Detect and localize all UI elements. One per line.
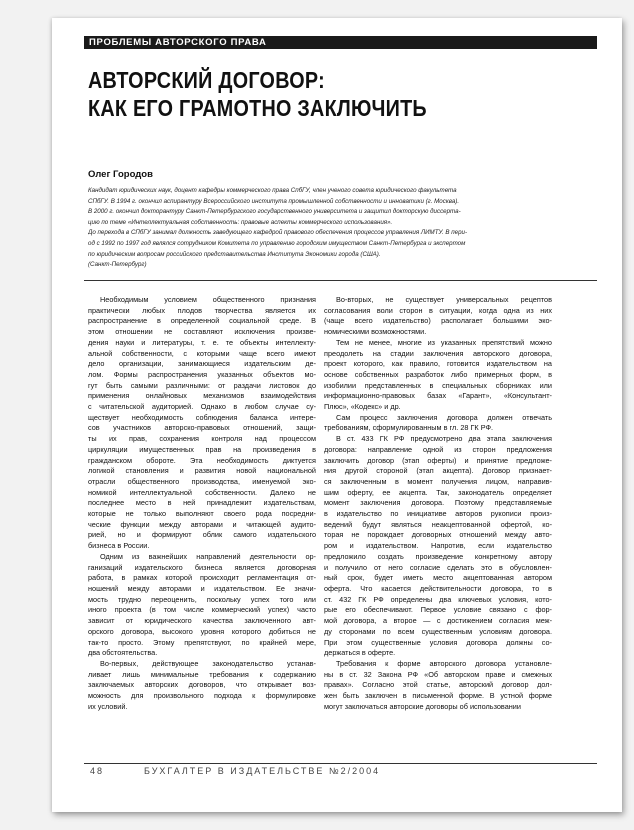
text-line: ду сторонами по всем существенным условиям договора. xyxy=(324,626,552,636)
text-line: могут заключаться авторские договоры об использовании xyxy=(324,701,521,711)
text-line: торая не порождает договорных отношений между авто- xyxy=(324,530,552,540)
text-line: этом отношении не составляют исключения произве- xyxy=(88,327,316,337)
bio-line: До перехода в СПбГУ занимал должность заведующего кафедрой правового обеспечения процессов управления ЛИМТУ. В пери- xyxy=(88,229,468,237)
text-line: заключаемых авторских договоров, что открывает воз- xyxy=(88,680,316,690)
text-line: с читательской аудиторией. Однако в любом случае су- xyxy=(88,402,316,412)
text-line: работа, в рамках которой происходит регламентация от- xyxy=(88,573,316,583)
text-line: бизнеса в России. xyxy=(88,541,150,551)
text-line: гражданском обороте. Эта необходимость диктуется xyxy=(88,455,316,465)
bio-line: СПбГУ. В 1994 г. окончил аспирантуру Всероссийского института промышленной собственности и инноватики (г. Москва). xyxy=(88,197,460,205)
text-line: информационно-правовых базах «Гарант», «Консультант- xyxy=(324,391,552,401)
text-line: сов участников авторско-правовых отношений, защи- xyxy=(88,423,316,433)
text-line: Тем не менее, многие из указанных препятствий можно xyxy=(336,337,552,347)
text-line: шим оферту, ее акцепта. Так, законодатель определяет xyxy=(324,487,552,497)
text-line: основе собственных разработок либо примерных форм, в xyxy=(324,369,552,379)
bio-line: Кандидат юридических наук, доцент кафедры коммерческого права СпбГУ, член ученого совета юридического факультета xyxy=(88,187,457,194)
text-line: применения онлайновых механизмов взаимодействия xyxy=(88,391,316,401)
text-line: их условий. xyxy=(88,701,128,711)
text-line: отрасли общественного производства, именуемой эко- xyxy=(88,476,316,486)
text-line: лом. Формы распространения указанных объектов мо- xyxy=(88,369,316,379)
text-line: распространение в определенной социальной среде. В xyxy=(88,316,316,326)
text-line: ношений между авторами и издательством. Ее значи- xyxy=(88,583,316,593)
bio-line: В 2000 г. окончил докторантуру Санкт-Петербургского государственного университета и защитил докторскую диссерта- xyxy=(88,208,461,216)
page-footer xyxy=(84,763,597,778)
text-line: ся заключенным в момент получения лицом, направив- xyxy=(324,476,552,486)
text-line: мость трудно переоценить, поскольку успех того или xyxy=(88,594,316,604)
text-line: преодолеть на стадии заключения авторского договора, xyxy=(324,348,552,358)
magazine-name: БУХГАЛТЕР В ИЗДАТЕЛЬСТВЕ xyxy=(144,766,325,776)
text-line: номическими возможностями. xyxy=(324,327,427,337)
author-bio xyxy=(88,186,593,271)
text-line: дело организации, занимающиеся издательским де- xyxy=(88,359,316,369)
text-line: договора: направление одной из сторон предложения xyxy=(324,444,552,454)
text-line: ливает лишь минимальные требования к содержанию xyxy=(88,669,316,679)
issue-number: №2/2004 xyxy=(329,766,381,776)
page-number: 48 xyxy=(90,766,105,776)
text-line: Одним из важнейших направлений деятельности ор- xyxy=(100,551,316,561)
text-line: Сам процесс заключения договора должен отвечать xyxy=(336,412,552,422)
text-line: правах». Согласно этой статье, авторский договор дол- xyxy=(324,680,552,690)
text-line: держаться в оферте. xyxy=(324,648,396,658)
text-line: Необходимым условием общественного признания xyxy=(100,295,316,304)
text-line: требованиям, сформулированным в гл. 28 ГК РФ. xyxy=(324,423,494,433)
text-line: (чаще всего издательство) располагает большими эко- xyxy=(324,316,552,326)
title-line: КАК ЕГО ГРАМОТНО ЗАКЛЮЧИТЬ xyxy=(88,95,427,121)
author-name: Олег Городов xyxy=(88,169,153,180)
text-line: проект которого, как правило, готовится издательством на xyxy=(324,359,552,369)
text-line: можность для произвольного подхода к формулировке xyxy=(88,691,316,701)
text-line: ны в ст. 32 Закона РФ «Об авторском праве и смежных xyxy=(324,669,552,679)
text-line: Во-вторых, не существует универсальных рецептов xyxy=(336,295,552,304)
text-line: ганизаций издательского бизнеса является договорная xyxy=(88,562,316,572)
text-line: дения науки и литературы, т. е. те объекты интеллекту- xyxy=(88,337,316,347)
text-line: оферта. Что касается действительности договора, то в xyxy=(324,583,552,593)
text-line: практически любых плодов творчества является их xyxy=(88,305,316,315)
text-line: иного проекта (в том числе коммерческий успех) часто xyxy=(88,605,316,615)
text-line: ст. 432 ГК РФ определены два ключевых условия, кото- xyxy=(324,594,552,604)
text-line: циркуляции имущественных прав на произведения в xyxy=(88,444,316,454)
text-line: зависит от юридического качества заключенного авт- xyxy=(88,616,316,626)
text-line: орского договора, высокого уровня которого добиться не xyxy=(88,626,316,636)
text-line: согласования воли сторон в ситуации, когда одна из них xyxy=(324,305,552,315)
text-line: ния другой стороной (этап акцепта). Договор признает- xyxy=(324,466,552,476)
text-line: логикой становления и развития новой национальной xyxy=(88,466,316,476)
text-line: жен быть заключен в письменной форме. В устной форме xyxy=(324,691,552,701)
text-line: ществует необходимость соблюдения баланса интере- xyxy=(88,412,316,422)
text-line: заключить договор (этап оферты) и принятие предложе- xyxy=(324,455,552,465)
header-divider xyxy=(84,280,597,281)
text-line: и получило от него согласие сделать это в обусловлен- xyxy=(324,562,552,572)
left-text-column xyxy=(88,295,316,712)
text-line: которые не только выполняют своего рода посредни- xyxy=(88,509,316,519)
magazine-page xyxy=(52,18,622,812)
text-line: ческие функции между авторами и читающей аудито- xyxy=(88,519,316,529)
bio-line: цию по теме «Интеллектуальная собственность: правовые аспекты коммерческого использования». xyxy=(88,218,393,226)
text-line: гут быть самыми различными: от раздачи листовок до xyxy=(88,380,316,390)
text-line: последнее место в ней принадлежит издательствам, xyxy=(88,498,316,508)
text-line: Требования к форме авторского договора установле- xyxy=(336,658,552,668)
section-rubric: ПРОБЛЕМЫ АВТОРСКОГО ПРАВА xyxy=(84,36,597,49)
bio-line: по юридическим вопросам российского представительства Института Экономики города (США). xyxy=(88,250,381,258)
text-line: ведений будут являться неакцептованной офертой, ко- xyxy=(324,519,552,529)
text-line: предложило создать произведение конкретному автору xyxy=(324,551,552,561)
text-line: ный срок, будет иметь место акцептованная автором xyxy=(324,573,552,583)
text-line: в издательство по инициативе авторов рукописи произ- xyxy=(324,509,552,519)
text-line: рые его обеспечивают. Первое условие связано с фор- xyxy=(324,605,552,615)
text-line: два обстоятельства. xyxy=(88,648,158,658)
text-line: альной собственности, с которыми чаще всего имеют xyxy=(88,348,316,358)
text-line: ты их прав, сохранения контроля над процессом xyxy=(88,434,316,444)
article-title xyxy=(88,66,518,122)
text-line: изобилии представленных в специальных сборниках или xyxy=(324,380,552,390)
text-line: момент заключения договора. Поэтому представляемые xyxy=(324,498,552,508)
text-line: мой договора, а второе — с достижением согласия меж- xyxy=(324,616,552,626)
text-line: рией, но и формируют облик самого издательского xyxy=(88,530,316,540)
bio-line: од с 1992 по 1997 год являлся сотрудником Комитета по управлению городским имуществом Санкт-Петербурга и экспертом xyxy=(88,239,466,247)
text-line: так-то просто. Этому препятствуют, по крайней мере, xyxy=(88,637,316,647)
right-text-column xyxy=(324,295,552,712)
text-line: Во-первых, действующее законодательство устанав- xyxy=(100,658,316,668)
text-line: При этом существенные условия договора должны со- xyxy=(324,637,552,647)
text-line: номикой интеллектуальной собственности. Далеко не xyxy=(88,487,316,497)
text-line: В ст. 433 ГК РФ предусмотрено два этапа заключения xyxy=(336,434,552,444)
text-line: Плюс», «Кодекс» и др. xyxy=(324,402,401,412)
text-line: ром и издательством. Напротив, если издательство xyxy=(324,541,552,551)
title-line: АВТОРСКИЙ ДОГОВОР: xyxy=(88,67,325,93)
bio-line: (Санкт-Петербург) xyxy=(88,261,147,269)
